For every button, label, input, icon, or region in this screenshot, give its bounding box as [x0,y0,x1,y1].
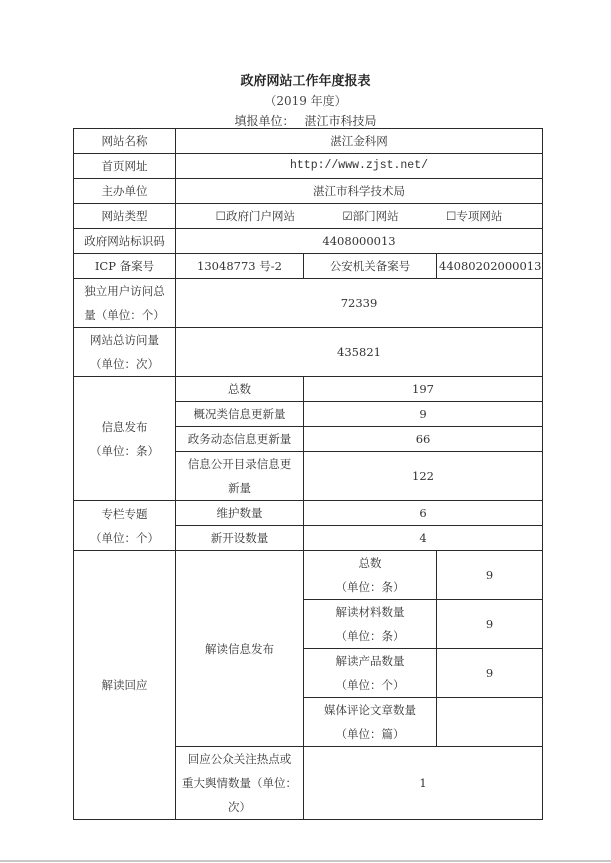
info-overview-value: 9 [304,402,543,427]
site-name-label: 网站名称 [74,129,176,154]
interp-total-value: 9 [437,551,543,600]
info-gov-news-value: 66 [304,427,543,452]
special-maintained-label: 维护数量 [176,501,304,526]
row-site-id-code [74,229,543,254]
host-unit-value: 湛江市科学技术局 [176,179,543,204]
interpretation-sub-label: 解读信息发布 [176,551,304,747]
interp-materials-value: 9 [437,600,543,649]
police-record-value: 44080202000013 [437,254,543,279]
info-public-catalog-value: 122 [304,452,543,501]
special-new-label: 新开设数量 [176,526,304,551]
page-bottom-divider [0,860,611,862]
checked-box-icon: ☑ [342,209,353,223]
total-visits-label: 网站总访问量 （单位：次） [74,328,176,377]
row-interp-total [74,551,543,600]
unchecked-box-icon: ☐ [215,209,226,223]
site-type-options [176,204,543,229]
interp-products-label: 解读产品数量 （单位：个） [304,649,437,698]
unique-visitors-label: 独立用户访问总 量（单位：个） [74,279,176,328]
site-type-option-portal[interactable]: ☐政府门户网站 [215,209,295,223]
interp-materials-label: 解读材料数量 （单位：条） [304,600,437,649]
icp-label: ICP 备案号 [74,254,176,279]
icp-value: 13048773 号-2 [176,254,304,279]
report-table [73,128,543,820]
info-total-value: 197 [304,377,543,402]
interp-total-label: 总数 （单位：条） [304,551,437,600]
fill-unit-label: 填报单位： [234,114,295,128]
response-value: 1 [304,747,543,820]
response-label: 回应公众关注热点或 重大舆情数量（单位： 次） [176,747,304,820]
info-overview-label: 概况类信息更新量 [176,402,304,427]
unique-visitors-value: 72339 [176,279,543,328]
info-release-label: 信息发布 （单位：条） [74,377,176,501]
row-homepage-url [74,154,543,179]
interp-products-value: 9 [437,649,543,698]
special-columns-label: 专栏专题 （单位：个） [74,501,176,551]
fill-unit [0,112,611,129]
homepage-url-label: 首页网址 [74,154,176,179]
fill-unit-value: 湛江市科技局 [304,114,377,128]
info-total-label: 总数 [176,377,304,402]
row-icp [74,254,543,279]
row-info-total [74,377,543,402]
info-public-catalog-label: 信息公开目录信息更 新量 [176,452,304,501]
row-total-visits [74,328,543,377]
row-unique-visitors [74,279,543,328]
site-id-code-value: 4408000013 [176,229,543,254]
row-site-name [74,129,543,154]
police-record-label: 公安机关备案号 [304,254,437,279]
row-special-maintained [74,501,543,526]
total-visits-value: 435821 [176,328,543,377]
host-unit-label: 主办单位 [74,179,176,204]
unchecked-box-icon: ☐ [446,209,457,223]
row-host-unit [74,179,543,204]
special-new-value: 4 [304,526,543,551]
interpretation-label: 解读回应 [74,551,176,820]
info-gov-news-label: 政务动态信息更新量 [176,427,304,452]
site-name-value: 湛江金科网 [176,129,543,154]
interp-media-value [437,698,543,747]
site-type-option-special[interactable]: ☐专项网站 [446,209,503,223]
report-title: 政府网站工作年度报表 [240,74,371,89]
site-id-code-label: 政府网站标识码 [74,229,176,254]
report-year: （2019 年度） [264,94,347,108]
site-type-label: 网站类型 [74,204,176,229]
interp-media-label: 媒体评论文章数量 （单位：篇） [304,698,437,747]
homepage-url-value: http://www.zjst.net/ [176,154,543,179]
row-site-type [74,204,543,229]
special-maintained-value: 6 [304,501,543,526]
site-type-option-department[interactable]: ☑部门网站 [342,209,399,223]
